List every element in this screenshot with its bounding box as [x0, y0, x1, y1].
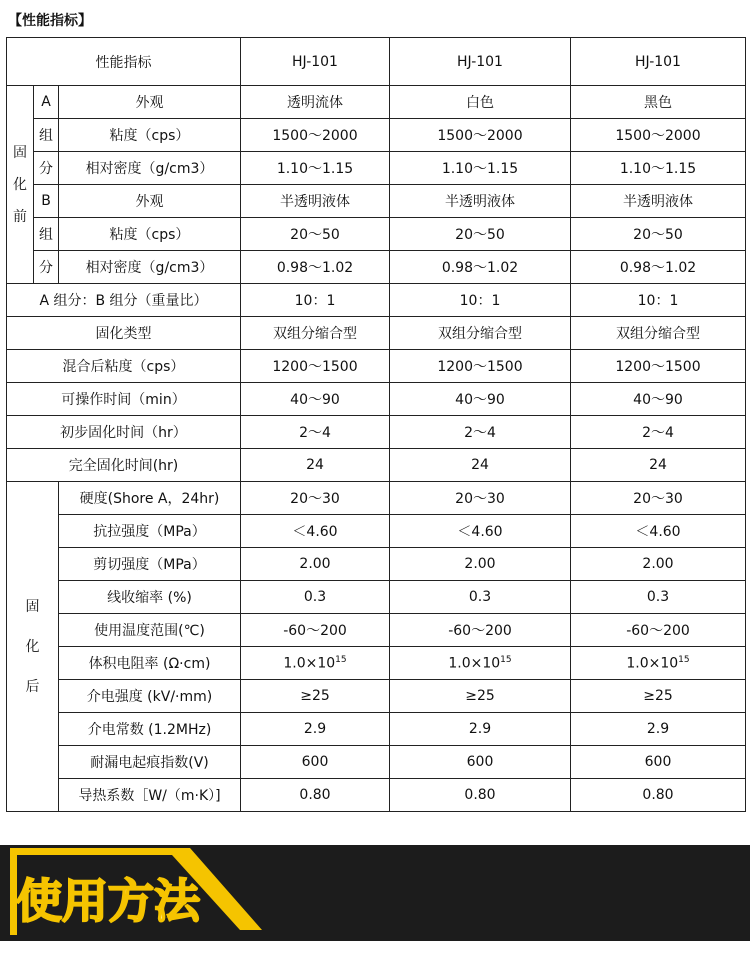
cell-value: 40～90 — [241, 383, 390, 416]
table-row — [7, 251, 746, 284]
cell-value: $1.0\times 10^{15}$ — [571, 647, 746, 680]
table-row — [7, 86, 746, 119]
cell-value: 1500～2000 — [571, 119, 746, 152]
cell-value: 1.10～1.15 — [241, 152, 390, 185]
cell-value: 1200～1500 — [571, 350, 746, 383]
row-label: 外观 — [59, 86, 241, 119]
cell-value: 半透明液体 — [571, 185, 746, 218]
cell-value: -60～200 — [241, 614, 390, 647]
row-label: 介电常数 (1.2MHz) — [59, 713, 241, 746]
cell-value: 白色 — [390, 86, 571, 119]
cell-value: 双组分缩合型 — [241, 317, 390, 350]
table-row — [7, 119, 746, 152]
cell-value: 10：1 — [571, 284, 746, 317]
row-label: 体积电阻率 (Ω·cm) — [59, 647, 241, 680]
cell-value: 1.10～1.15 — [390, 152, 571, 185]
row-label: A 组分：B 组分（重量比） — [7, 284, 241, 317]
cell-value: 2～4 — [571, 416, 746, 449]
row-label: 初步固化时间（hr） — [7, 416, 241, 449]
cell-value: 2.9 — [241, 713, 390, 746]
header-model: HJ-101 — [241, 38, 390, 86]
group-a-letter: A — [34, 86, 59, 119]
table-row — [7, 746, 746, 779]
cell-value: ≥25 — [571, 680, 746, 713]
cell-value: 24 — [241, 449, 390, 482]
banner-title: 使用方法 — [16, 874, 200, 928]
row-label: 介电强度 (kV/·mm) — [59, 680, 241, 713]
header-label: 性能指标 — [7, 38, 241, 86]
row-label: 剪切强度（MPa） — [59, 548, 241, 581]
cell-value: 20～30 — [241, 482, 390, 515]
row-label: 完全固化时间(hr) — [7, 449, 241, 482]
cell-value: 40～90 — [390, 383, 571, 416]
table-row — [7, 383, 746, 416]
group-a-letter: 分 — [34, 152, 59, 185]
cell-value: 0.98～1.02 — [241, 251, 390, 284]
table-row — [7, 581, 746, 614]
row-label: 固化类型 — [7, 317, 241, 350]
header-model: HJ-101 — [390, 38, 571, 86]
cell-value: 0.3 — [241, 581, 390, 614]
cell-value: $1.0\times 10^{15}$ — [241, 647, 390, 680]
table-row — [7, 416, 746, 449]
table-header-row — [7, 38, 746, 86]
cell-value: -60～200 — [571, 614, 746, 647]
table-row — [7, 680, 746, 713]
row-label: 混合后粘度（cps） — [7, 350, 241, 383]
table-row — [7, 482, 746, 515]
post-cure-label: 固 化 后 — [7, 482, 59, 812]
table-row — [7, 713, 746, 746]
table-row — [7, 185, 746, 218]
table-row — [7, 779, 746, 812]
table-row — [7, 317, 746, 350]
cell-value: 1200～1500 — [390, 350, 571, 383]
table-row — [7, 647, 746, 680]
cell-value: 20～30 — [571, 482, 746, 515]
cell-value: 600 — [390, 746, 571, 779]
cell-value: ＜4.60 — [241, 515, 390, 548]
cell-value: 0.80 — [390, 779, 571, 812]
cell-value: 0.80 — [571, 779, 746, 812]
cell-value: 双组分缩合型 — [390, 317, 571, 350]
row-label: 导热系数［W/（m·K）] — [59, 779, 241, 812]
table-row — [7, 515, 746, 548]
cell-value: -60～200 — [390, 614, 571, 647]
table-row — [7, 218, 746, 251]
cell-value: 2～4 — [390, 416, 571, 449]
cell-value: 0.98～1.02 — [390, 251, 571, 284]
cell-value: 1200～1500 — [241, 350, 390, 383]
cell-value: 2～4 — [241, 416, 390, 449]
row-label: 线收缩率 (%) — [59, 581, 241, 614]
table-row — [7, 350, 746, 383]
performance-table — [6, 37, 746, 812]
cell-value: $1.0\times 10^{15}$ — [390, 647, 571, 680]
row-label: 外观 — [59, 185, 241, 218]
group-b-letter: 分 — [34, 251, 59, 284]
cell-value: 半透明液体 — [390, 185, 571, 218]
row-label: 抗拉强度（MPa） — [59, 515, 241, 548]
pre-cure-label: 固 化 前 — [7, 86, 34, 284]
cell-value: 透明流体 — [241, 86, 390, 119]
row-label: 硬度(Shore A，24hr) — [59, 482, 241, 515]
table-row — [7, 614, 746, 647]
cell-value: 1500～2000 — [390, 119, 571, 152]
cell-value: 2.9 — [571, 713, 746, 746]
cell-value: 0.3 — [571, 581, 746, 614]
cell-value: 双组分缩合型 — [571, 317, 746, 350]
cell-value: 黑色 — [571, 86, 746, 119]
cell-value: 1.10～1.15 — [571, 152, 746, 185]
row-label: 使用温度范围(℃) — [59, 614, 241, 647]
cell-value: ≥25 — [390, 680, 571, 713]
cell-value: 半透明液体 — [241, 185, 390, 218]
table-row — [7, 284, 746, 317]
cell-value: 40～90 — [571, 383, 746, 416]
usage-banner — [0, 845, 750, 971]
cell-value: ≥25 — [241, 680, 390, 713]
cell-value: 1500～2000 — [241, 119, 390, 152]
cell-value: 0.3 — [390, 581, 571, 614]
row-label: 耐漏电起痕指数(V) — [59, 746, 241, 779]
group-b-letter: 组 — [34, 218, 59, 251]
cell-value: ＜4.60 — [571, 515, 746, 548]
row-label: 粘度（cps） — [59, 218, 241, 251]
row-label: 可操作时间（min） — [7, 383, 241, 416]
cell-value: 600 — [241, 746, 390, 779]
cell-value: 10：1 — [390, 284, 571, 317]
table-row — [7, 548, 746, 581]
row-label: 粘度（cps） — [59, 119, 241, 152]
cell-value: 20～50 — [241, 218, 390, 251]
table-row — [7, 152, 746, 185]
header-model: HJ-101 — [571, 38, 746, 86]
cell-value: 2.9 — [390, 713, 571, 746]
cell-value: 0.98～1.02 — [571, 251, 746, 284]
cell-value: 2.00 — [241, 548, 390, 581]
row-label: 相对密度（g/cm3） — [59, 251, 241, 284]
cell-value: 20～50 — [390, 218, 571, 251]
cell-value: 0.80 — [241, 779, 390, 812]
banner-graphic — [0, 845, 750, 971]
section-heading: 【性能指标】 — [8, 13, 92, 29]
cell-value: 20～30 — [390, 482, 571, 515]
cell-value: 24 — [571, 449, 746, 482]
cell-value: 2.00 — [390, 548, 571, 581]
cell-value: ＜4.60 — [390, 515, 571, 548]
cell-value: 10：1 — [241, 284, 390, 317]
cell-value: 600 — [571, 746, 746, 779]
row-label: 相对密度（g/cm3） — [59, 152, 241, 185]
cell-value: 2.00 — [571, 548, 746, 581]
cell-value: 20～50 — [571, 218, 746, 251]
group-b-letter: B — [34, 185, 59, 218]
cell-value: 24 — [390, 449, 571, 482]
group-a-letter: 组 — [34, 119, 59, 152]
table-row — [7, 449, 746, 482]
